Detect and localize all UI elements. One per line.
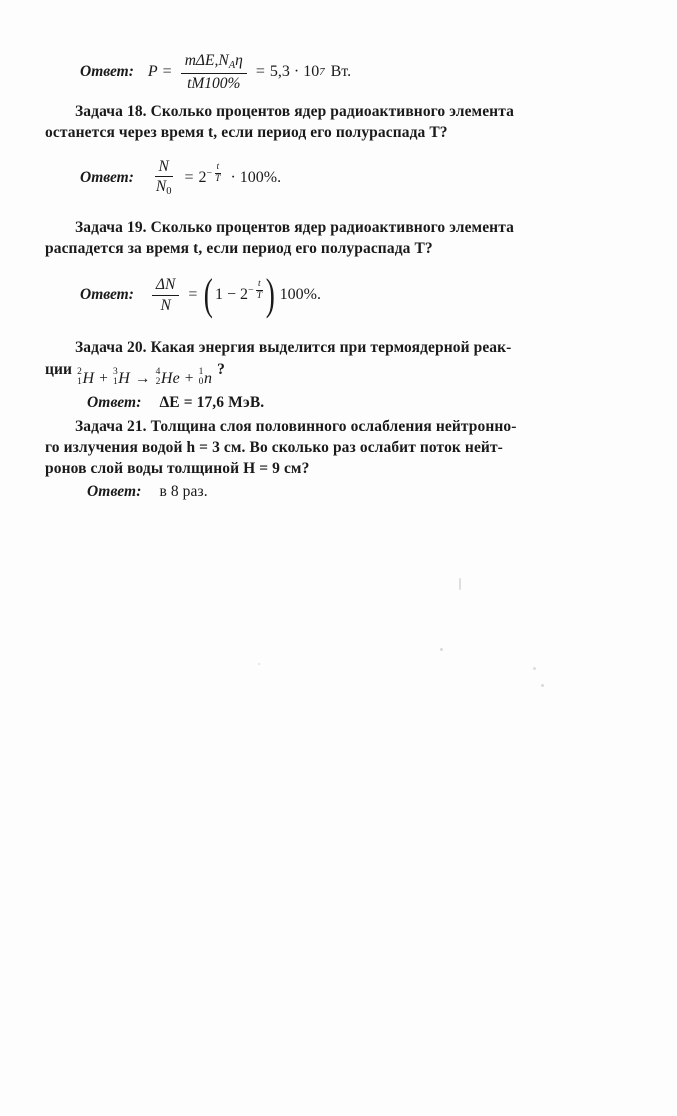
scan-speck — [541, 684, 544, 687]
formula-decayed-nuclei: $\frac{\Delta N}{N}$ = ( 1 − 2 − $\frac{t}{T}$ ) 100%. — [148, 276, 321, 314]
formula-tail: 100%. — [279, 286, 321, 304]
formula-remaining-nuclei: $\frac{N}{N_0}$ = 2 − $\frac{t}{T}$ · 100%. — [148, 158, 281, 198]
fraction-numerator: $m\Delta E,N_A\eta$ — [181, 52, 247, 74]
formula-unit: Вт. — [330, 63, 352, 81]
task-20-number: Задача 20. — [75, 338, 147, 356]
task-21-paragraph — [45, 417, 635, 436]
formula-base: 2 — [240, 286, 249, 304]
answer-20-text: ΔE = 17,6 МэВ. — [159, 393, 265, 411]
answer-18 — [45, 158, 635, 198]
answer-17 — [45, 52, 635, 92]
fraction-power — [181, 52, 247, 92]
isotope-helium: 4 2 He — [155, 366, 180, 387]
exponent-fraction: $\frac{t}{T}$ — [256, 279, 262, 301]
answer-20 — [45, 393, 635, 412]
isotope-tritium: 3 1 H — [112, 366, 130, 387]
formula-base: 2 — [198, 169, 207, 187]
reaction-plus: + — [99, 369, 108, 387]
left-paren: ( — [204, 270, 214, 320]
scan-speck — [533, 667, 536, 670]
exponent-fraction: $\frac{t}{T}$ — [215, 162, 221, 184]
fraction-denominator: tM100% — [187, 74, 241, 92]
reaction-arrow: → — [134, 369, 151, 387]
answer-label: Ответ: — [80, 286, 134, 304]
task-19-line2: распадется за время t, если период его полураспада T? — [45, 240, 433, 258]
scan-speck — [459, 578, 461, 590]
task-18-number: Задача 18. — [75, 103, 147, 121]
task-21-number: Задача 21. — [75, 417, 147, 435]
answer-21 — [45, 482, 635, 501]
task-19-paragraph — [45, 218, 635, 237]
formula-minus: − — [227, 286, 237, 304]
answer-label: Ответ: — [80, 63, 134, 81]
task-20-line1: Какая энергия выделится при термоядерной реак- — [146, 338, 512, 356]
task-20-line2 — [45, 360, 635, 389]
task-18-line1: Сколько процентов ядер радиоактивного элемента — [146, 103, 514, 121]
answer-label: Ответ: — [87, 482, 142, 500]
task-21-line3: ронов слой воды толщиной H = 9 см? — [45, 459, 310, 477]
task-19-number: Задача 19. — [75, 219, 147, 237]
isotope-neutron: 1 0 n — [198, 366, 213, 387]
answer-label: Ответ: — [80, 169, 134, 187]
answer-21-text: в 8 раз. — [159, 482, 208, 500]
fraction-denominator: $N_0$ — [155, 178, 172, 198]
formula-one: 1 — [215, 286, 224, 304]
isotope-deuterium: 2 1 H — [77, 366, 95, 387]
fraction-dn-over-n: $\frac{\Delta N}{N}$ — [152, 276, 179, 314]
right-paren: ) — [265, 270, 275, 320]
formula-lhs: P — [147, 63, 158, 81]
task-18-line2: останется через время t, если период его полураспада T? — [45, 124, 448, 142]
formula-value: 5,3 · 10 — [269, 63, 320, 81]
page-content — [45, 42, 635, 503]
scan-speck — [258, 663, 260, 665]
formula-exponent: 7 — [319, 66, 325, 79]
task-20-paragraph — [45, 338, 635, 357]
nuclear-reaction — [76, 368, 213, 389]
answer-label: Ответ: — [87, 393, 142, 411]
task-19-line1: Сколько процентов ядер радиоактивного элемента — [146, 219, 514, 237]
task-21-line2: го излучения водой h = 3 см. Во сколько раз ослабит поток нейт- — [45, 438, 503, 456]
scan-speck — [440, 648, 443, 651]
formula-tail: · 100%. — [230, 169, 282, 187]
task-20-line2-suffix: ? — [217, 360, 225, 378]
formula-power: P = $\frac{m\Delta E,N_A\eta}{tM100\%}$ = 5,3 · 10 7 Вт. — [147, 52, 352, 92]
reaction-plus-2: + — [184, 369, 194, 387]
task-18-paragraph — [45, 102, 635, 121]
fraction-n-over-n0: $\frac{N}{N_0}$ — [152, 158, 176, 198]
task-21-line1: Толщина слоя половинного ослабления нейтронно- — [146, 417, 517, 435]
answer-19 — [45, 270, 635, 320]
task-20-line2-prefix: ции — [45, 360, 77, 378]
